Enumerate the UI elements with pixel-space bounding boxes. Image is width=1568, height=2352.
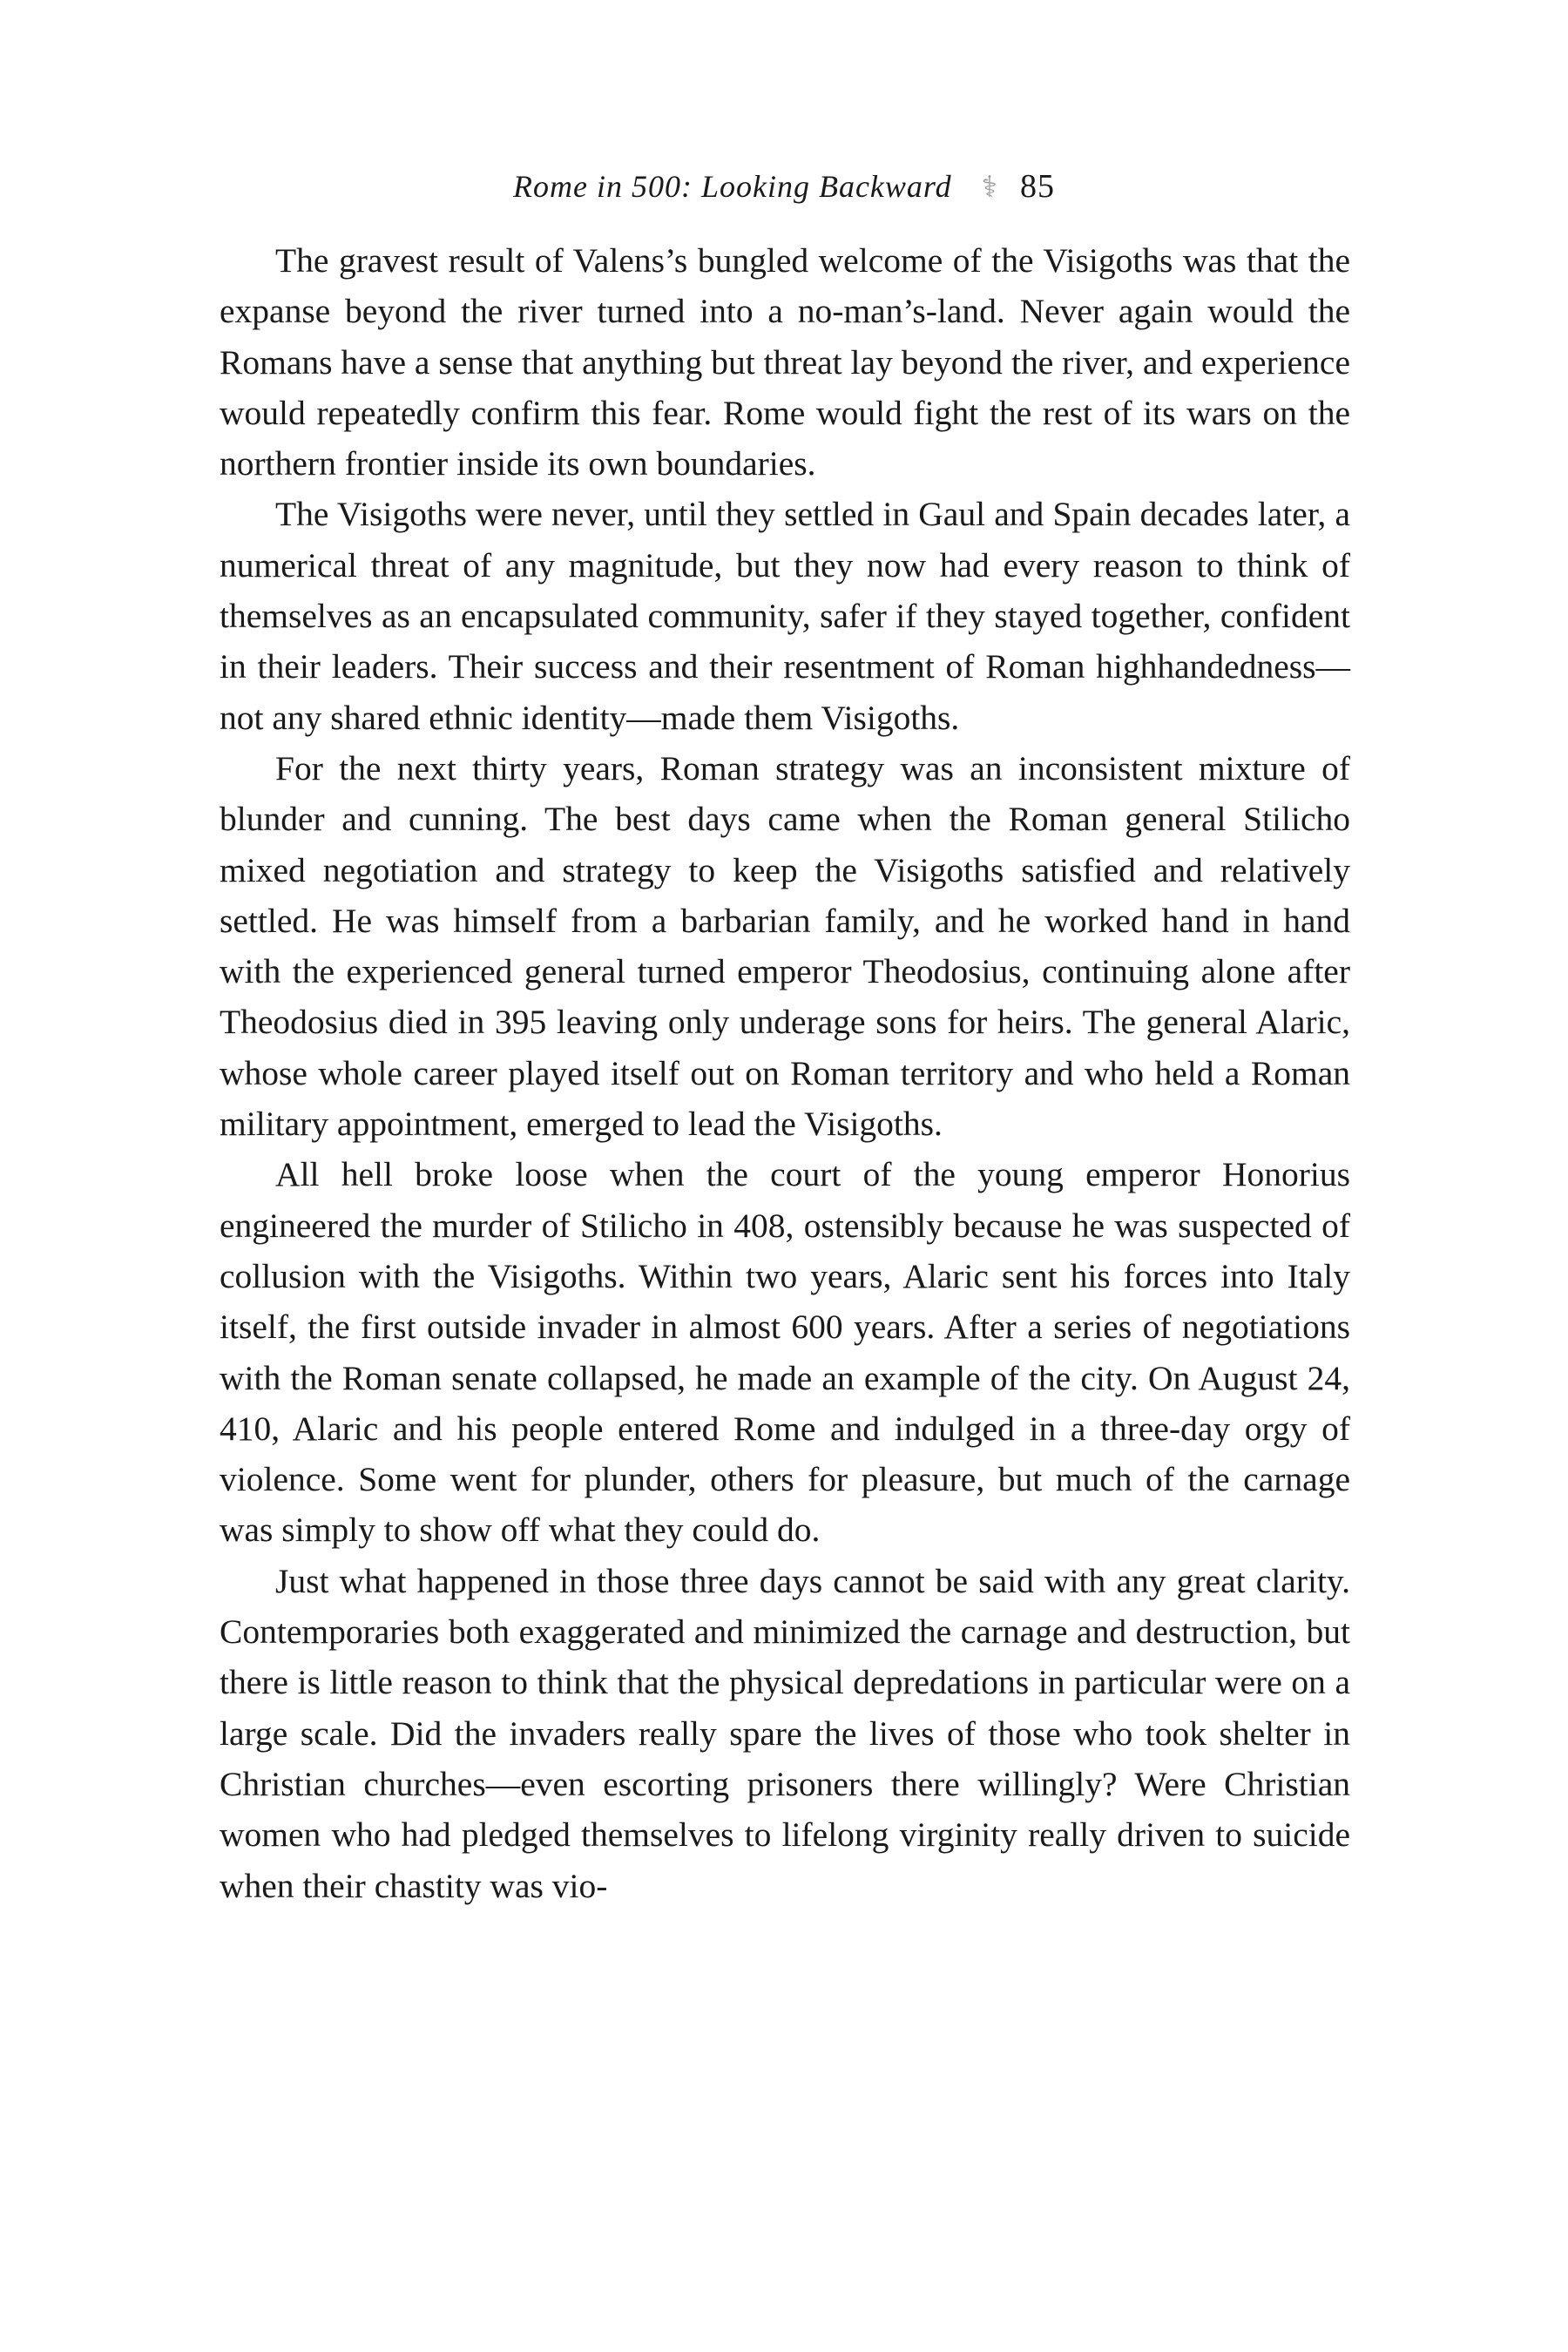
paragraph: The Visigoths were never, until they settled in Gaul and Spain decades later, a numerical threat of any magnitude, but they now had every reason to think of themselves as an encapsulated community, safer if they stayed together, confident in their leaders. Their success and their resentment of Roman highhandedness—not any shared ethnic identity—made them Visigoths. <box>220 495 1350 737</box>
caduceus-ornament-icon: ⚕ <box>981 172 997 204</box>
page-number: 85 <box>1020 168 1055 205</box>
running-head <box>0 164 1568 211</box>
paragraph: The gravest result of Valens’s bungled welcome of the Visigoths was that the expanse beyond the river turned into a no-man’s-land. Never again would the Romans have a sense that anything but threat lay beyond the river, and experience would repeatedly confirm this fear. Rome would fight the rest of its wars on the northern frontier inside its own boundaries. <box>220 241 1350 483</box>
paragraph: For the next thirty years, Roman strategy was an inconsistent mixture of blunder and cunning. The best days came when the Roman general Stilicho mixed negotiation and strategy to keep the Visigoths satisfied and relatively settled. He was himself from a barbarian family, and he worked hand in hand with the experienced general turned emperor Theodosius, continuing alone after Theodosius died in 395 leaving only underage sons for heirs. The general Alaric, whose whole career played itself out on Roman territory and who held a Roman military appointment, emerged to lead the Visigoths. <box>220 748 1350 1144</box>
body-text <box>220 235 1350 1911</box>
paragraph: All hell broke loose when the court of the young emperor Honorius engineered the murder of Stilicho in 408, ostensibly because he was suspected of collusion with the Visigoths. Within two years, Alaric sent his forces into Italy itself, the first outside invader in almost 600 years. After a series of negotiations with the Roman senate collapsed, he made an example of the city. On August 24, 410, Alaric and his people entered Rome and indulged in a three-day orgy of violence. Some went for plunder, others for pleasure, but much of the carnage was simply to show off what they could do. <box>220 1155 1350 1550</box>
paragraph: Just what happened in those three days cannot be said with any great clarity. Contemporaries both exaggerated and minimized the carnage and destruction, but there is little reason to think that the physical depredations in particular were on a large scale. Did the invaders really spare the lives of those who took shelter in Christian churches—even escorting prisoners there willingly? Were Christian women who had pledged themselves to lifelong virginity really driven to suicide when their chastity was vio- <box>220 1561 1350 1905</box>
running-head-title: Rome in 500: Looking Backward <box>513 169 952 204</box>
